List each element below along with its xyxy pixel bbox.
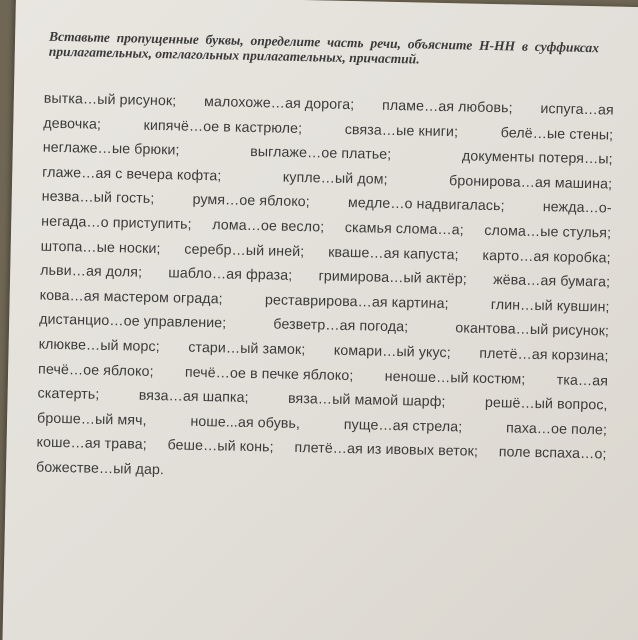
exercise-phrase: негада…о приступить; xyxy=(41,213,192,233)
exercise-phrase: лома…ое весло; xyxy=(212,217,325,236)
exercise-phrase: комари…ый укус; xyxy=(333,342,451,362)
exercise-phrase: вяза…ая шапка; xyxy=(138,387,249,407)
exercise-phrase: девочка; xyxy=(43,115,102,133)
worksheet-page xyxy=(2,0,638,640)
exercise-phrase: тка…ая xyxy=(556,371,609,390)
exercise-phrase: божестве…ый дар. xyxy=(35,459,165,479)
exercise-phrase: скамья слома…а; xyxy=(344,219,464,239)
exercise-phrase: безветр…ая погода; xyxy=(273,316,409,336)
exercise-instruction: Вставьте пропущенные буквы, определите часть речи, объясните Н-НН в суффиксах прилагательных, отглагольных прилагательных, причастий. xyxy=(48,28,600,67)
exercise-phrase: скатерть; xyxy=(37,385,100,403)
exercise-phrase: коше…ая трава; xyxy=(36,434,147,454)
exercise-phrase: глин…ый кувшин; xyxy=(490,296,610,316)
exercise-phrase: реставрирова…ая картина; xyxy=(264,292,449,312)
exercise-phrase: вяза…ый мамой шарф; xyxy=(287,390,446,411)
exercise-phrase: броше…ый мяч, xyxy=(36,410,147,429)
exercise-phrase: медле…о надвигалась; xyxy=(347,195,505,215)
exercise-phrase: гримирова…ый актёр; xyxy=(318,268,468,288)
exercise-phrase: купле…ый дом; xyxy=(282,169,388,188)
exercise-phrase: плетё…ая корзина; xyxy=(479,345,609,365)
exercise-phrase: пламе…ая любовь; xyxy=(381,97,513,117)
exercise-phrase: решё…ый вопрос, xyxy=(484,395,608,414)
exercise-phrase: незва…ый гость; xyxy=(41,188,155,208)
exercise-phrase: испуга…ая xyxy=(540,101,614,119)
exercise-phrase: клюкве…ый морс; xyxy=(38,336,160,356)
exercise-phrase: глаже…ая с вечера кофта; xyxy=(42,164,222,185)
exercise-phrase: штопа…ые носки; xyxy=(40,238,161,257)
exercise-phrase: поле вспаха…о; xyxy=(498,444,607,463)
exercise-phrase: карто…ая коробка; xyxy=(482,247,611,267)
exercise-phrase: кипячё…ое в кастрюле; xyxy=(143,117,303,137)
exercise-phrase: шабло…ая фраза; xyxy=(168,265,293,285)
exercise-phrase: неноше…ый костюм; xyxy=(384,368,526,388)
exercise-phrase: окантова…ый рисунок; xyxy=(455,320,610,340)
exercise-phrase: беше…ый конь; xyxy=(167,437,274,456)
exercise-phrase: неглаже…ые брюки; xyxy=(42,139,180,159)
exercise-phrase: стари…ый замок; xyxy=(188,339,306,359)
exercise-text xyxy=(36,87,614,492)
exercise-phrase: нежда…о- xyxy=(542,199,612,217)
exercise-phrase: связа…ые книги; xyxy=(344,121,459,140)
exercise-phrase: печё…ое яблоко; xyxy=(37,361,154,380)
exercise-phrase: выглаже…ое платье; xyxy=(250,144,392,164)
exercise-phrase: ноше...ая обувь, xyxy=(190,413,301,432)
exercise-phrase: серебр…ый иней; xyxy=(184,241,305,260)
exercise-phrase: дистанцио…ое управление; xyxy=(39,311,227,332)
exercise-phrase: печё…ое в печке яблоко; xyxy=(184,364,354,384)
exercise-phrase: документы потеря…ы; xyxy=(461,148,613,168)
exercise-phrase: пуще…ая стрела; xyxy=(343,416,463,436)
exercise-phrase: паха…ое поле; xyxy=(505,420,608,439)
exercise-phrase: кова…ая мастером ограда; xyxy=(39,287,223,308)
exercise-phrase: белё…ые стены; xyxy=(500,124,614,144)
exercise-phrase: плетё…ая из ивовых веток; xyxy=(294,440,479,461)
exercise-phrase: румя…ое яблоко; xyxy=(192,192,310,211)
exercise-phrase: вытка…ый рисунок; xyxy=(43,90,177,110)
exercise-phrase: кваше…ая капуста; xyxy=(327,244,459,263)
exercise-phrase: льви…ая доля; xyxy=(40,262,143,281)
exercise-phrase: бронирова…ая машина; xyxy=(448,172,613,193)
exercise-phrase: слома…ые стулья; xyxy=(484,222,612,242)
exercise-phrase: жёва…ая бумага; xyxy=(492,272,611,291)
exercise-phrase: малохоже…ая дорога; xyxy=(203,93,355,114)
